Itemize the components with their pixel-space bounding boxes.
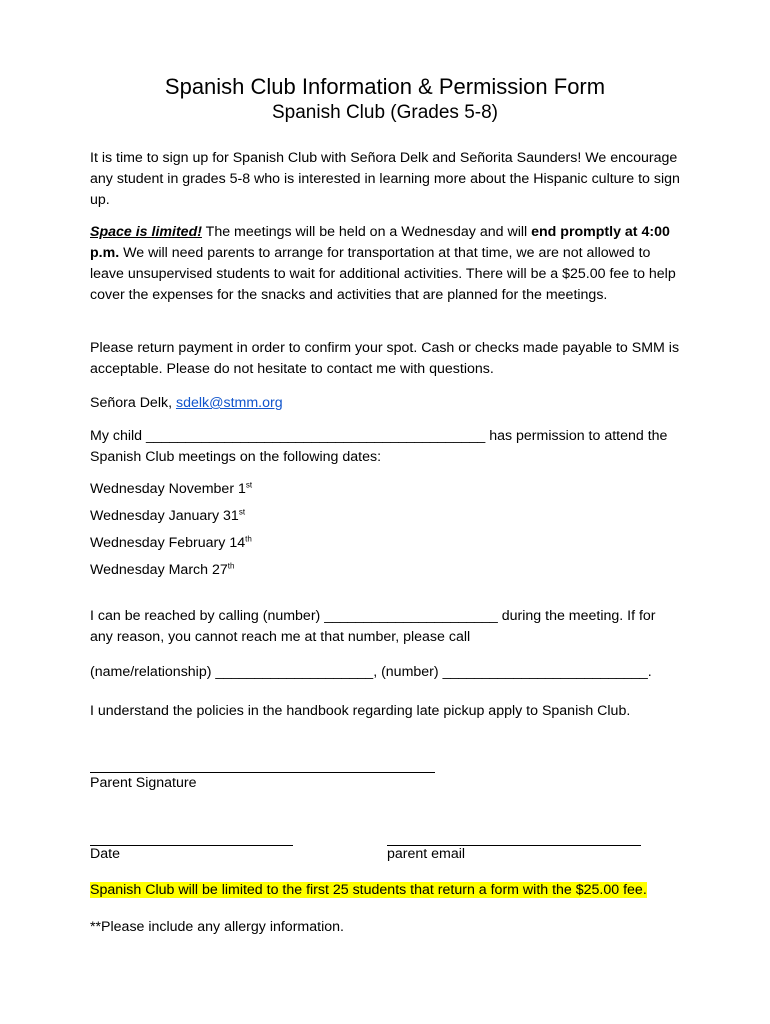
policy-statement: I understand the policies in the handbook regarding late pickup apply to Spanish Club.: [90, 703, 631, 719]
date-label: Date: [90, 846, 120, 862]
meeting-date: Wednesday March 27th: [90, 561, 235, 578]
meeting-date: Wednesday November 1st: [90, 480, 253, 497]
end-time-bold: end promptly at 4:00 p.m.: [90, 224, 670, 261]
meeting-date: Wednesday February 14th: [90, 534, 252, 551]
limited-paragraph: [90, 222, 680, 306]
parent-email-label: parent email: [387, 846, 466, 862]
form-title: Spanish Club Information & Permission Form: [164, 74, 606, 99]
signoff-name: Señora Delk,: [90, 395, 176, 411]
limit-notice: [90, 880, 670, 901]
signoff: [90, 393, 680, 414]
reach-paragraph: I can be reached by calling (number) ______________________ during the meeting. If for any reason, you cannot reach me at that number, please call: [90, 608, 656, 645]
highlighted-notice: Spanish Club will be limited to the first 25 students that return a form with the $25.00 fee.: [90, 882, 647, 898]
email-link[interactable]: sdelk@stmm.org: [175, 395, 283, 411]
allergy-note: **Please include any allergy information.: [90, 919, 344, 935]
form-subtitle: Spanish Club (Grades 5-8): [272, 102, 498, 123]
name-relationship-paragraph: (name/relationship) ____________________, (number) __________________________.: [90, 664, 652, 680]
limited-text-2: We will need parents to arrange for transportation at that time, we are not allowed to leave unsupervised students to wait for additional activities. There will be a $25.00 fee to help cover the expenses for the snacks and activities that are planned for the meetings.: [90, 245, 676, 303]
date-line[interactable]: [90, 845, 293, 846]
parent-signature-line[interactable]: [90, 772, 435, 773]
permission-paragraph: My child ___________________________________________ has permission to attend the Spanish Club meetings on the following dates:: [90, 428, 668, 465]
parent-signature-label: Parent Signature: [90, 775, 197, 791]
limited-text-1: The meetings will be held on a Wednesday and will: [201, 224, 532, 240]
space-limited-lead: Space is limited!: [90, 224, 202, 240]
meeting-date: Wednesday January 31st: [90, 507, 246, 524]
payment-paragraph: Please return payment in order to confirm your spot. Cash or checks made payable to SMM is acceptable. Please do not hesitate to contact me with questions.: [90, 340, 680, 377]
intro-paragraph: It is time to sign up for Spanish Club with Señora Delk and Señorita Saunders! We encourage any student in grades 5-8 who is interested in learning more about the Hispanic culture to sign up.: [90, 150, 680, 208]
